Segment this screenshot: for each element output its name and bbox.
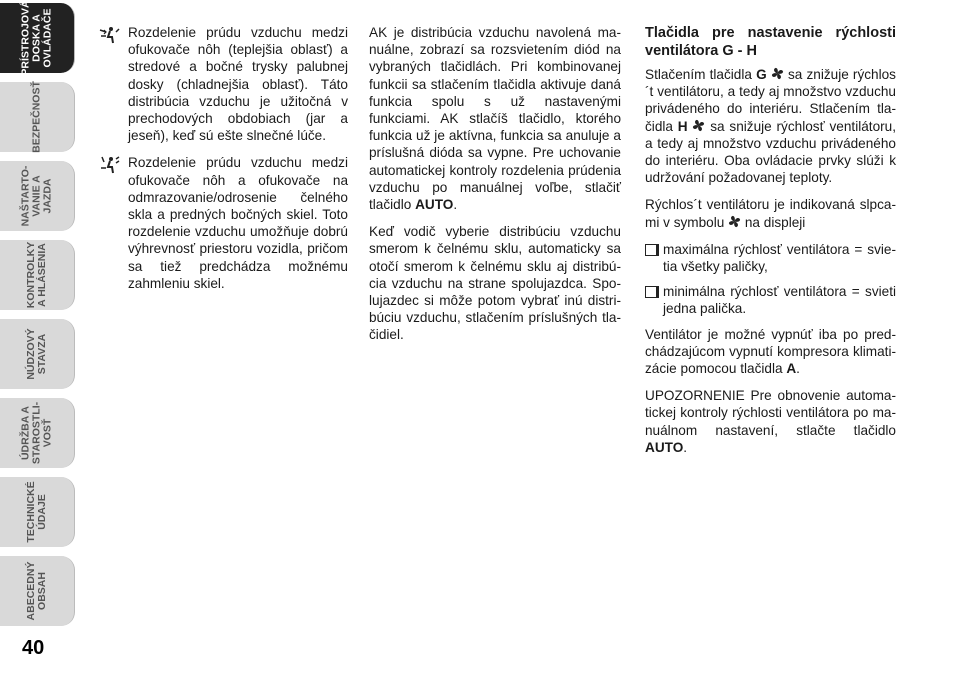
bullet-min-speed (645, 283, 896, 317)
auto-button-label: AUTO (645, 439, 684, 455)
punctuation: . (683, 439, 688, 455)
airflow-item-1 (98, 24, 348, 144)
paragraph-text: na displeji (744, 214, 806, 230)
airflow-item-1-text: Rozdelenie prúdu vzduchu medzi ofukovače nôh (teplejšia oblasť) a stredové a bočné trysky palubnej dosky (chladnejšia oblasť). Táto distribúcia vzduchu je užitočná v prechodových obdobiach (jar a jeseň), keď sú ešte slnečné lúče. (128, 25, 348, 144)
tab-udrzba[interactable] (0, 398, 75, 468)
airflow-item-2-text: Rozdelenie prúdu vzduchu medzi ofukovače nôh a ofukovače na odmrazovanie/odrosenie čelného skla a predných bočných skiel. Toto rozdelenie vzduchu umožňuje dobrú výhrevnosť priestoru vozidla, pričom sa tiež predchádza možnému zahmleniu skiel. (128, 155, 348, 291)
column-2 (369, 24, 621, 354)
paragraph-fan-off (645, 326, 896, 378)
tab-label: NAŠTARTO- VANIE A JAZDA (19, 165, 54, 227)
button-h-label: H (677, 118, 688, 134)
bullet-max-speed (645, 241, 896, 275)
airflow-item-2 (98, 154, 348, 292)
fan-icon (692, 119, 705, 132)
column-1 (98, 24, 348, 302)
airflow-feet-windshield-icon (98, 26, 120, 44)
paragraph-text: sa znižuje rýchlos´t ventilátoru, a tedy aj množstvo vzduchu privádeného do interiéru. Stlačením tlačidla (645, 67, 896, 134)
tab-label: ÚDRŽBA A STAROSTLI- VOSŤ (19, 401, 54, 465)
paragraph-text: sa snižuje rýchlosť ventilátoru, a tedy aj množstvo vzduchu privádeného do interiéru. Oba ovládacie prvky slúži k udržování požadovanej teploty. (645, 118, 896, 186)
paragraph-fan-indicator (645, 196, 896, 230)
paragraph-manual-distribution (369, 24, 621, 213)
column-3 (645, 24, 896, 466)
tab-label: PRÍSTROJOVÁ DOSKA A OVLÁDAČE (19, 0, 54, 76)
tab-label: ABECEDNÝ OBSAH (25, 561, 48, 621)
punctuation: . (453, 197, 458, 213)
tab-technicke-udaje[interactable] (0, 477, 75, 547)
paragraph-text: Rýchlos´t ventilátoru je indikovaná slpcami v symbolu (645, 197, 896, 230)
tab-label: NÚDZOVÝ STAVZA (25, 328, 48, 380)
tab-nastartovanie[interactable] (0, 161, 75, 231)
tab-nudzovy-stav[interactable] (0, 319, 75, 389)
auto-button-label: AUTO (415, 197, 454, 213)
tab-pristrojova-doska[interactable] (0, 0, 75, 76)
bullet-text: minimálna rýchlosť ventilátora = svieti jedna palička. (663, 284, 896, 317)
tab-label: TECHNICKÉ ÚDAJE (25, 481, 48, 543)
checkbox-bullet-icon (645, 244, 657, 256)
fan-icon (728, 215, 741, 228)
paragraph-windshield-distribution: Keď vodič vyberie distribúciu vzduchu smerom k čelnému sklu, automaticky sa otočí smerom k čelnému sklu aj distribúcia vzduchu na strane spolujazdca. Spolujazdec si môže potom vybrať inú distribúciu vzduchu, stlačením príslušných tlačidiel. (369, 224, 621, 343)
punctuation: . (796, 361, 800, 377)
tab-bezpecnost[interactable] (0, 82, 75, 152)
paragraph-text: AK je distribúcia vzduchu navolená manuálne, zobrazí sa rozsvietením diód na vybraných tlačidlách. Pri kombinovanej funkcii sa stlačením tlačidla aktivuje daná funkcia spolu s už nastavenými funkciami. AK stlačíš tlačidlo, ktorého funkcia už je aktívna, funkcia sa anuluje a príslušná dióda sa vypne. Pre uchovanie automatickej kontroly rozdelenia prúdenia vzduchu po manuálnej voľbe, stlačiť tlačidlo (369, 25, 621, 213)
bullet-text: maximálna rýchlosť ventilátora = svietia všetky paličky, (663, 241, 896, 275)
paragraph-warning (645, 387, 896, 456)
tab-label: KONTROLKY A HLÁSENIA (25, 241, 48, 309)
paragraph-text: Ventilátor je možné vypnúť iba po predchádzajúcom vypnutí kompresora klimatizácie pomocou tlačidla (645, 326, 896, 377)
tab-abecedny-obsah[interactable] (0, 556, 75, 626)
checkbox-bullet-icon (645, 286, 657, 298)
paragraph-fan-buttons (645, 66, 896, 186)
section-heading: Tlačidla pre nastavenie rýchlosti ventilátora G - H (645, 25, 896, 59)
airflow-feet-defrost-icon (98, 156, 120, 174)
button-a-label: A (786, 361, 797, 377)
paragraph-text: Stlačením tlačidla (645, 67, 752, 82)
tab-kontrolky[interactable] (0, 240, 75, 310)
fan-icon (771, 67, 784, 80)
page-number: 40 (22, 637, 45, 659)
tab-label: BEZPEČNOSŤ (30, 81, 43, 153)
chapter-sidebar (0, 0, 76, 640)
button-g-label: G (756, 67, 767, 82)
paragraph-text: UPOZORNENIE Pre obnovenie automatickej kontroly rýchlosti ventilátora po manuálnom nastavení, stlačte tlačidlo (645, 388, 896, 438)
